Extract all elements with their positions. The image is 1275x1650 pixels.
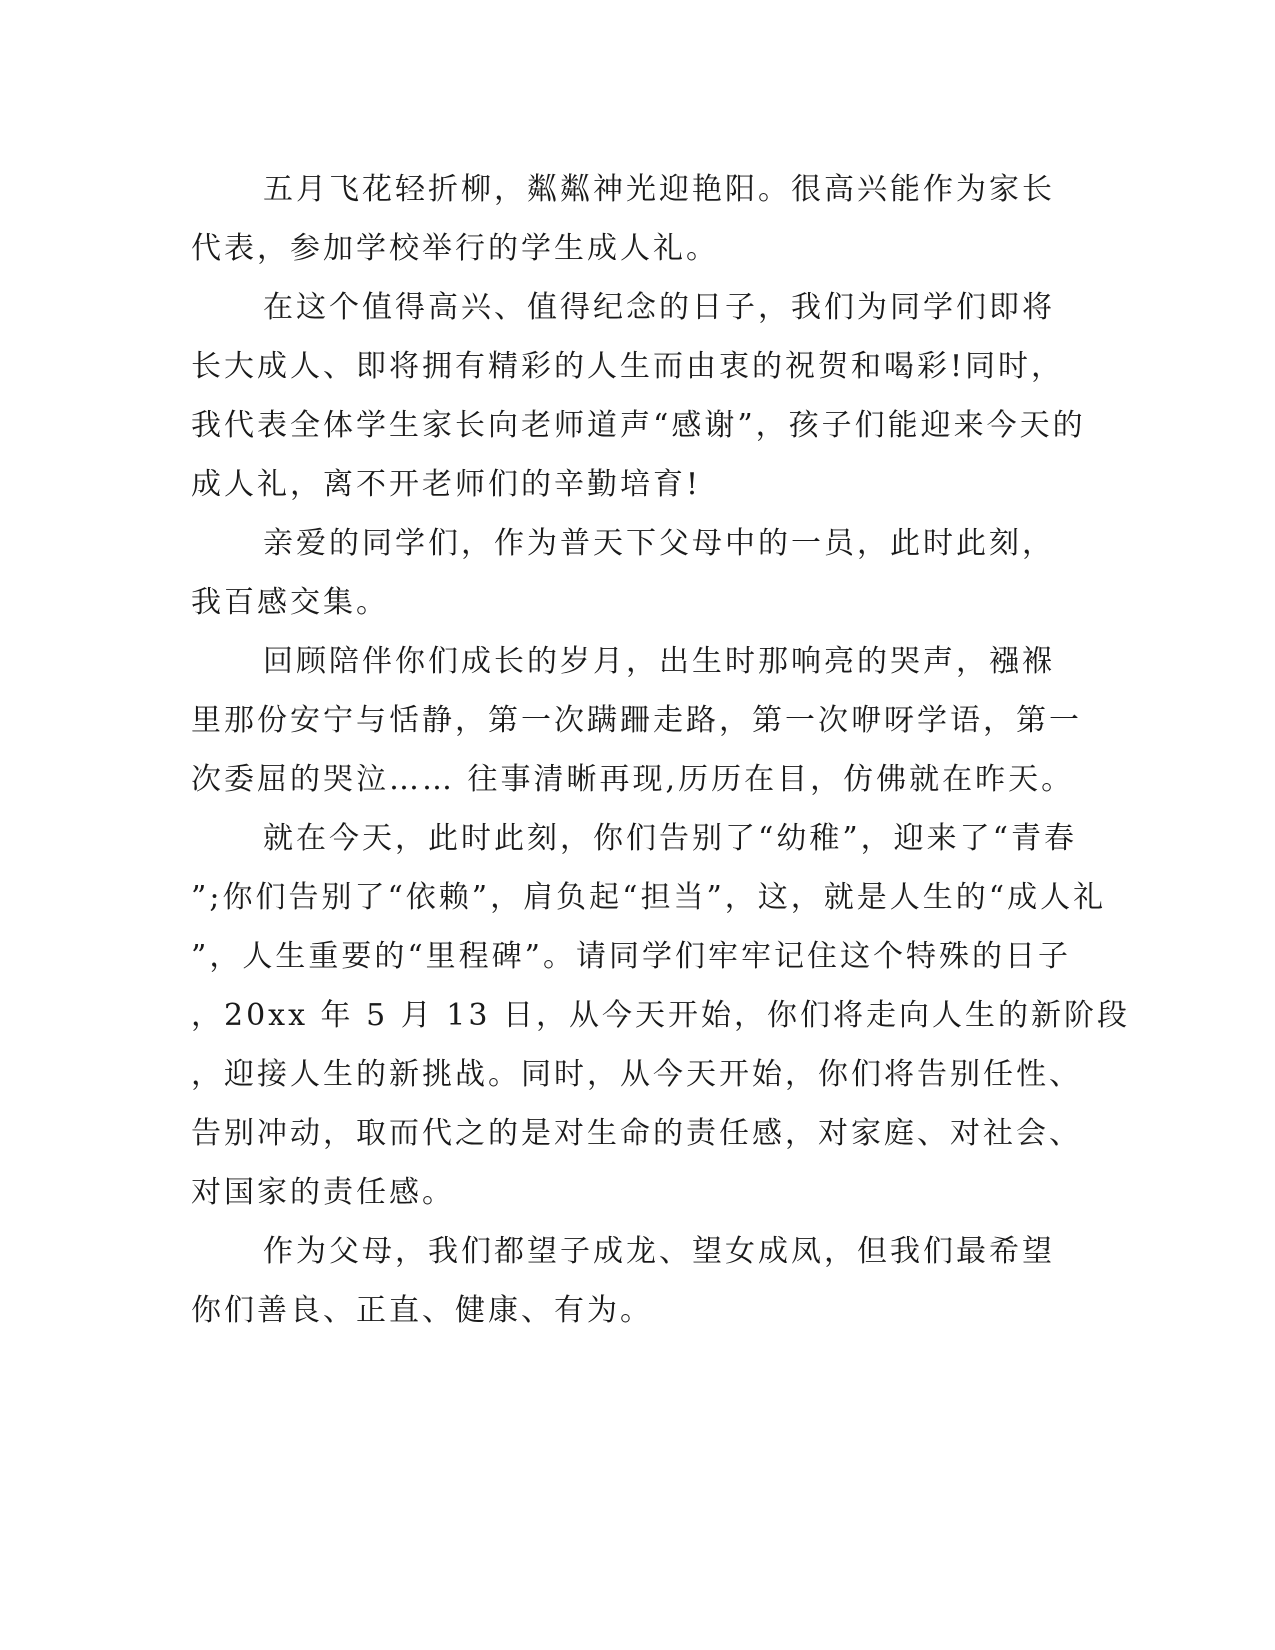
paragraph-4: [191, 632, 1081, 809]
paragraph-line: 五月飞花轻折柳，粼粼神光迎艳阳。很高兴能作为家长: [263, 172, 1055, 207]
paragraph-line: 对国家的责任感。: [191, 1175, 455, 1210]
paragraph-line: 次委屈的哭泣…… 往事清晰再现,历历在目，仿佛就在昨天。: [191, 762, 1075, 797]
paragraph-line: ，迎接人生的新挑战。同时，从今天开始，你们将告别任性、: [191, 1057, 1082, 1092]
paragraph-line: ”，人生重要的“里程碑”。请同学们牢牢记住这个特殊的日子: [191, 939, 1072, 974]
paragraph-line: 里那份安宁与恬静，第一次蹒跚走路，第一次咿呀学语，第一: [191, 703, 1082, 738]
paragraph-1: [191, 160, 1081, 278]
document-body: [191, 160, 1130, 1340]
paragraph-line: 长大成人、即将拥有精彩的人生而由衷的祝贺和喝彩!同时，: [191, 349, 1065, 384]
paragraph-line: 作为父母，我们都望子成龙、望女成凤，但我们最希望: [263, 1234, 1055, 1269]
paragraph-line: ”;你们告别了“依赖”，肩负起“担当”，这，就是人生的“成人礼: [191, 880, 1107, 915]
paragraph-line: 你们善良、正直、健康、有为。: [191, 1293, 653, 1328]
paragraph-line: 回顾陪伴你们成长的岁月，出生时那响亮的哭声，襁褓: [263, 644, 1055, 679]
paragraph-line: 成人礼，离不开老师们的辛勤培育!: [191, 467, 702, 502]
paragraph-2: [191, 278, 1086, 514]
paragraph-5: [191, 809, 1130, 1222]
paragraph-line: 在这个值得高兴、值得纪念的日子，我们为同学们即将: [263, 290, 1055, 325]
paragraph-6: [191, 1222, 1081, 1340]
paragraph-line: 就在今天，此时此刻，你们告别了“幼稚”，迎来了“青春: [263, 821, 1078, 856]
paragraph-line: 亲爱的同学们，作为普天下父母中的一员，此时此刻，: [263, 526, 1055, 561]
paragraph-3: [191, 514, 1081, 632]
paragraph-line: 告别冲动，取而代之的是对生命的责任感，对家庭、对社会、: [191, 1116, 1082, 1151]
paragraph-line: 我百感交集。: [191, 585, 389, 620]
paragraph-line: 代表，参加学校举行的学生成人礼。: [191, 231, 719, 266]
paragraph-line: ，20xx 年 5 月 13 日，从今天开始，你们将走向人生的新阶段: [191, 998, 1130, 1033]
paragraph-line: 我代表全体学生家长向老师道声“感谢”，孩子们能迎来今天的: [191, 408, 1086, 443]
